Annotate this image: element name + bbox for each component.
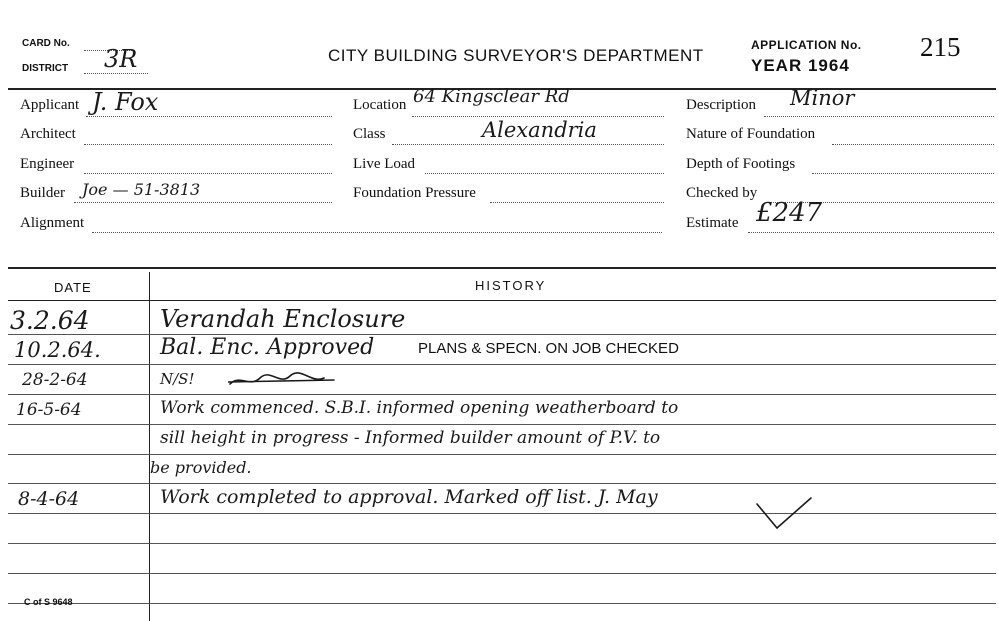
history-text: Work commenced. S.B.I. informed opening weatherboard to — [160, 398, 679, 418]
history-date: 10.2.64. — [14, 338, 101, 362]
foundation-pressure-label: Foundation Pressure — [353, 185, 476, 201]
builder-label: Builder — [20, 185, 65, 201]
history-text: Work completed to approval. Marked off list. J. May — [160, 486, 658, 508]
engineer-label: Engineer — [20, 156, 75, 172]
description-label: Description — [686, 97, 756, 113]
applicant-label: Applicant — [20, 97, 80, 113]
history-date: 3.2.64 — [10, 306, 90, 335]
depth-of-footings-label: Depth of Footings — [686, 156, 796, 172]
form-code: C of S 9648 — [24, 597, 73, 607]
location-value: 64 Kingsclear Rd — [413, 86, 570, 107]
applicant-value: J. Fox — [92, 88, 159, 116]
location-label: Location — [353, 97, 407, 113]
history-date: 28-2-64 — [22, 370, 88, 390]
class-label: Class — [353, 126, 386, 142]
location-value-2: Alexandria — [482, 118, 597, 142]
nature-of-foundation-label: Nature of Foundation — [686, 126, 816, 142]
application-number: 215 — [920, 32, 961, 62]
description-value: Minor — [790, 86, 855, 110]
estimate-value: £247 — [756, 198, 823, 228]
history-text: be provided. — [150, 458, 252, 477]
plans-checked-stamp: PLANS & SPECN. ON JOB CHECKED — [418, 340, 679, 357]
history-text: sill height in progress - Informed builder amount of P.V. to — [160, 428, 661, 448]
department-title: CITY BUILDING SURVEYOR'S DEPARTMENT — [328, 46, 704, 65]
date-header: DATE — [54, 280, 92, 295]
district-label: DISTRICT — [22, 63, 69, 74]
card-no-label: CARD No. — [22, 38, 70, 49]
checked-by-label: Checked by — [686, 185, 758, 201]
history-date: 16-5-64 — [16, 400, 82, 420]
history-text: N/S! — [160, 370, 195, 388]
live-load-label: Live Load — [353, 156, 416, 172]
struck-out-scribble — [228, 368, 338, 392]
estimate-label: Estimate — [686, 215, 739, 231]
application-no-label: APPLICATION No. — [751, 38, 862, 52]
approval-tick-mark — [755, 496, 815, 532]
history-text: Verandah Enclosure — [160, 305, 406, 333]
architect-label: Architect — [20, 126, 76, 142]
alignment-label: Alignment — [20, 215, 85, 231]
history-text: Bal. Enc. Approved — [160, 335, 375, 360]
year-label: YEAR 1964 — [751, 56, 850, 75]
builder-value: Joe — 51-3813 — [82, 180, 201, 199]
history-date: 8-4-64 — [18, 488, 80, 510]
history-header: HISTORY — [475, 278, 547, 293]
district-value: 3R — [104, 45, 138, 73]
